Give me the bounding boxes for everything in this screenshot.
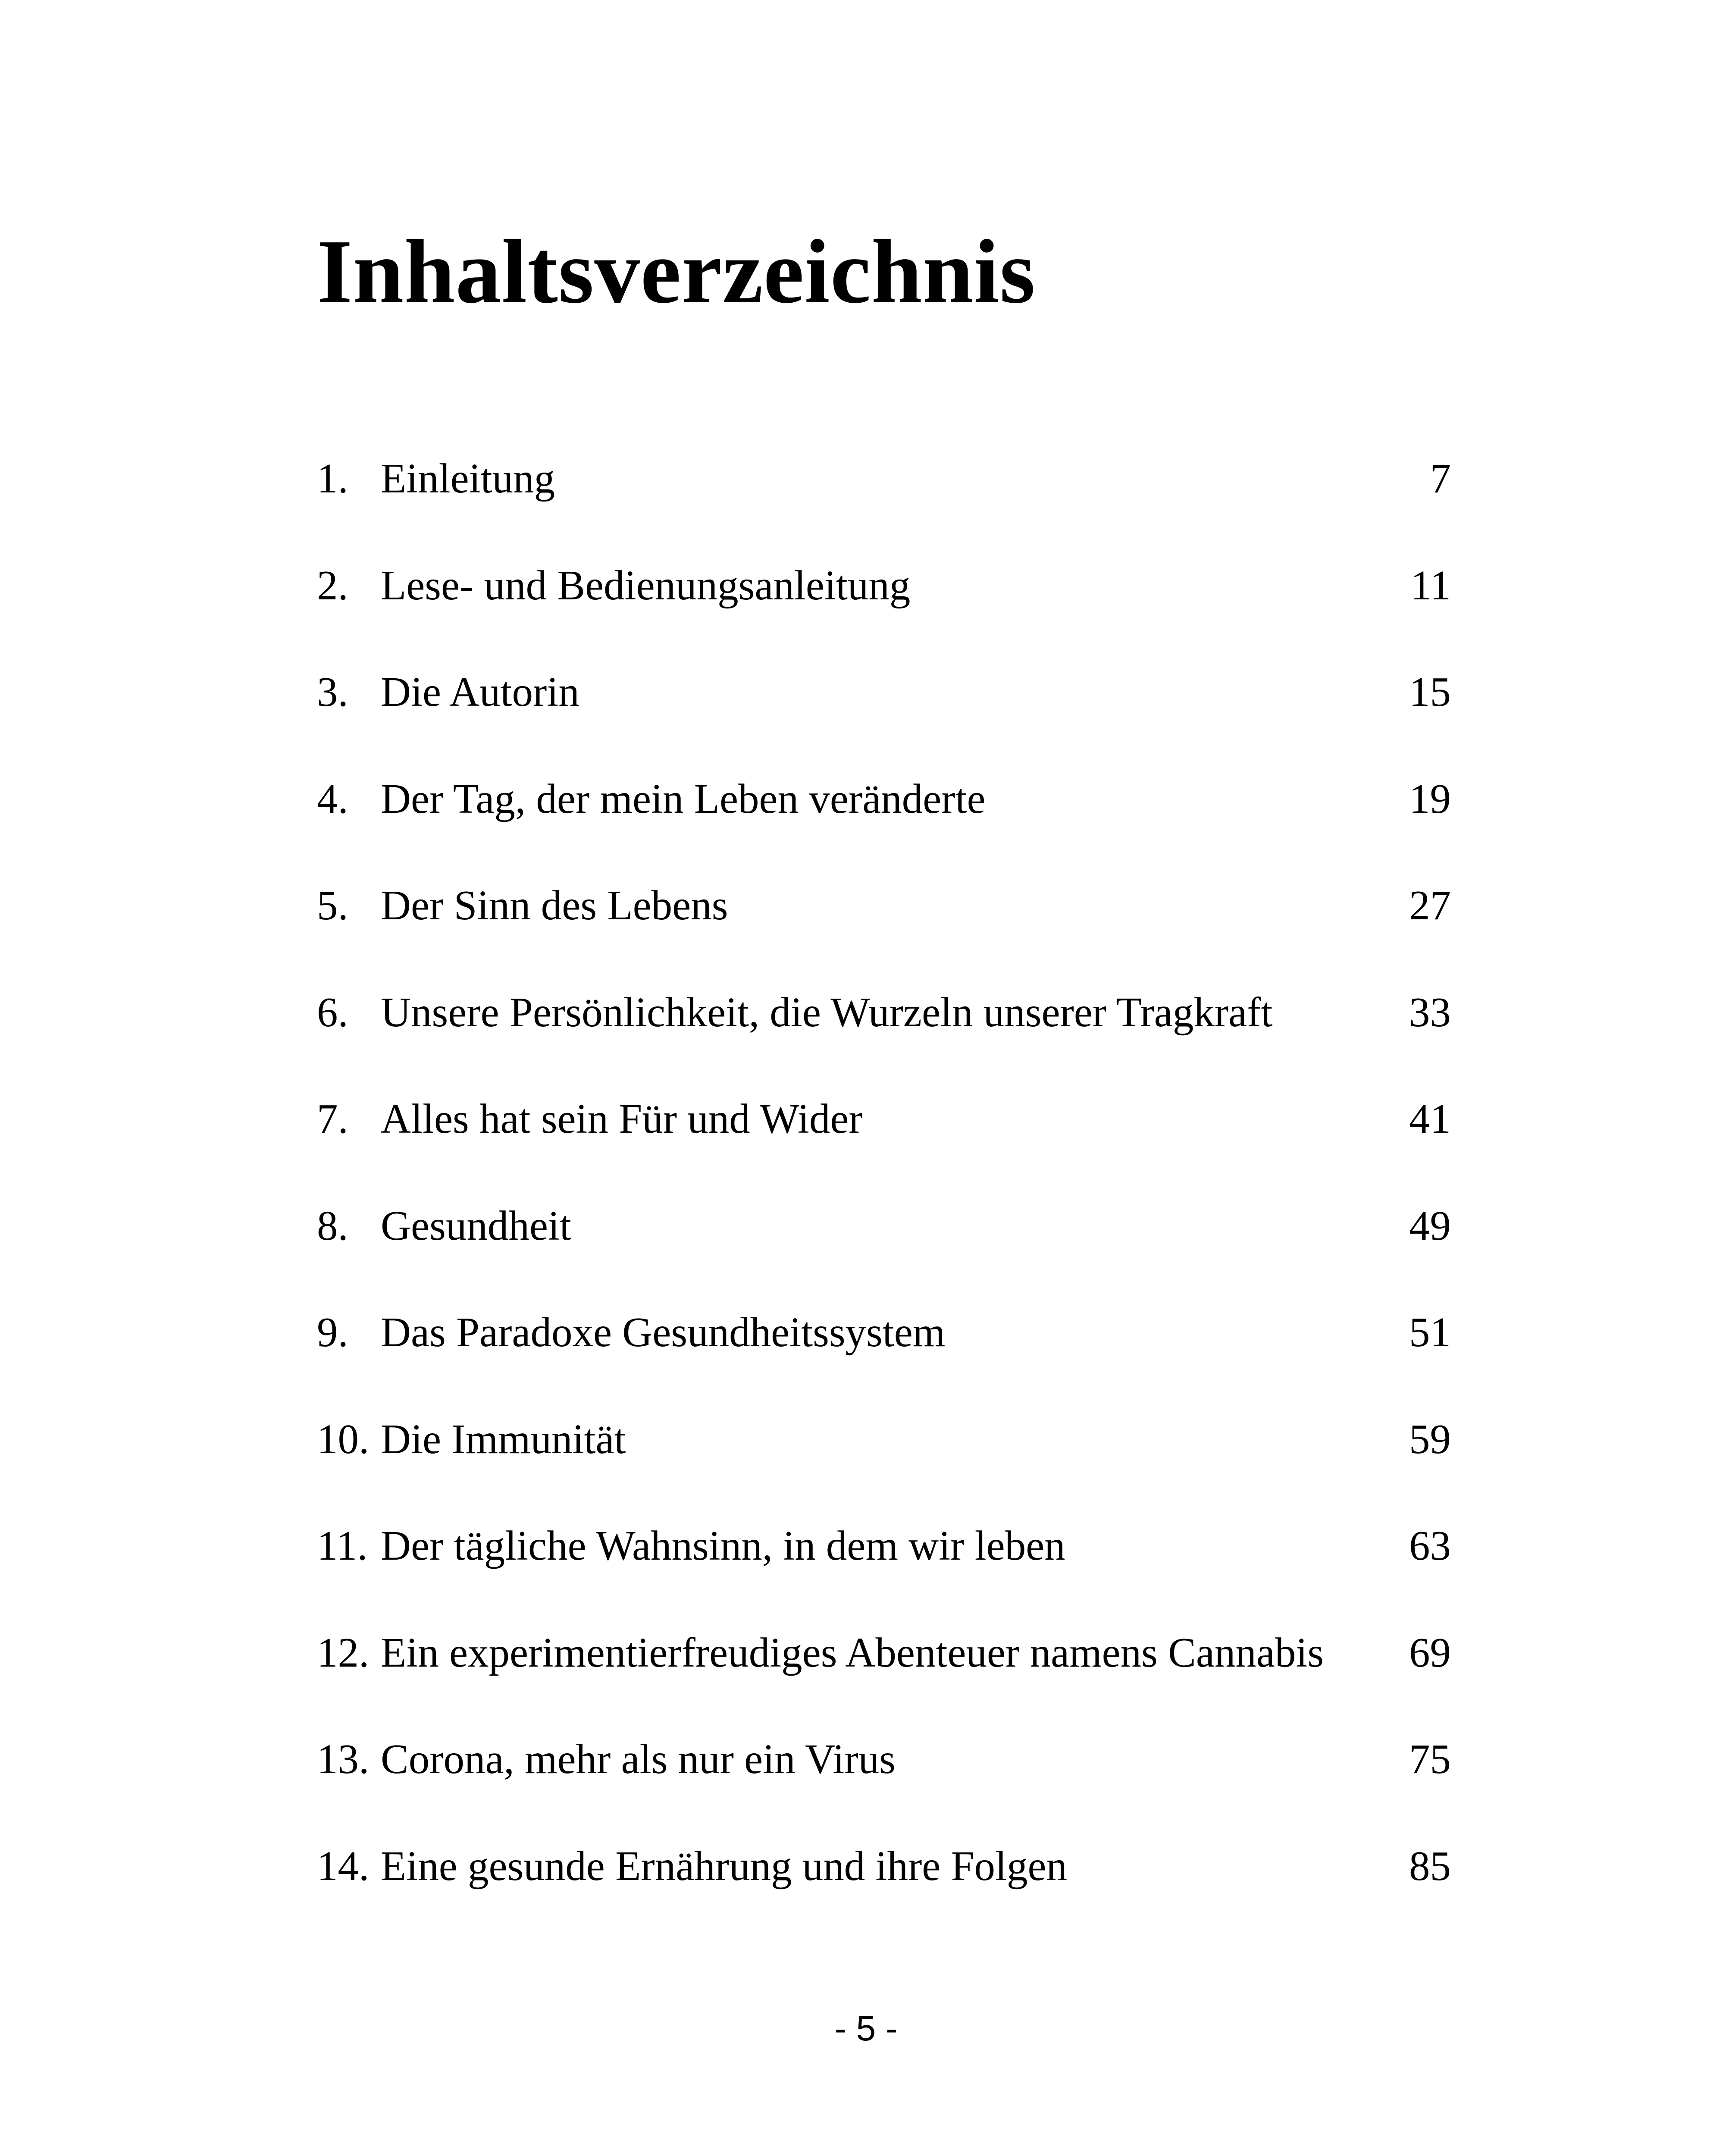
toc-entry-page: 27 (1409, 882, 1451, 928)
toc-entry-title: Der Sinn des Lebens (381, 882, 728, 928)
toc-entry-number: 13. (317, 1736, 370, 1782)
toc-entry-title: Unsere Persönlichkeit, die Wurzeln unserer Tragkraft (381, 989, 1273, 1035)
toc-entry-number: 9. (317, 1309, 348, 1355)
toc-entry-number: 5. (317, 882, 348, 928)
toc-entry (317, 1733, 1451, 1840)
toc-entry-title: Alles hat sein Für und Wider (381, 1096, 863, 1142)
toc-entry-number: 3. (317, 669, 348, 715)
toc-entry (317, 987, 1451, 1094)
toc-entry (317, 773, 1451, 880)
toc-entry-title: Ein experimentierfreudiges Abenteuer namens Cannabis (381, 1629, 1324, 1676)
toc-entry-title: Lese- und Bedienungsanleitung (381, 562, 911, 608)
toc-entry-page: 19 (1409, 775, 1451, 822)
toc-entry-page: 51 (1409, 1309, 1451, 1355)
toc-entry-number: 4. (317, 775, 348, 822)
toc-entry-page: 85 (1409, 1843, 1451, 1889)
toc-entry-number: 10. (317, 1416, 370, 1462)
toc-entry-number: 6. (317, 989, 348, 1035)
toc-entry-page: 63 (1409, 1523, 1451, 1569)
toc-entry-title: Die Immunität (381, 1416, 626, 1462)
toc-entry-page: 15 (1409, 669, 1451, 715)
toc-entry-page: 7 (1430, 455, 1451, 501)
toc-entry-number: 14. (317, 1843, 370, 1889)
toc-entry (317, 1093, 1451, 1200)
toc-entry (317, 1200, 1451, 1307)
toc-entry-title: Die Autorin (381, 669, 579, 715)
page-title: Inhaltsverzeichnis (317, 221, 1036, 322)
toc-entry (317, 1520, 1451, 1627)
toc-entry (317, 1627, 1451, 1734)
toc-entry-page: 75 (1409, 1736, 1451, 1782)
toc-entry (317, 666, 1451, 773)
toc-entry (317, 1840, 1451, 1947)
toc-entry-page: 49 (1409, 1202, 1451, 1249)
toc-entry-title: Corona, mehr als nur ein Virus (381, 1736, 896, 1782)
toc-entry (317, 453, 1451, 560)
toc-entry-title: Der tägliche Wahnsinn, in dem wir leben (381, 1523, 1065, 1569)
toc-entry-page: 11 (1410, 562, 1451, 608)
toc-entry-title: Gesundheit (381, 1202, 571, 1249)
toc-entry (317, 560, 1451, 667)
toc-entry (317, 880, 1451, 987)
toc-entry (317, 1413, 1451, 1520)
page-number: - 5 - (834, 2009, 898, 2048)
toc-entry-number: 12. (317, 1629, 370, 1676)
toc-entry-title: Der Tag, der mein Leben veränderte (381, 775, 986, 822)
table-of-contents (317, 453, 1451, 1947)
toc-entry-title: Das Paradoxe Gesundheitssystem (381, 1309, 946, 1355)
toc-entry-title: Einleitung (381, 455, 555, 501)
toc-entry-page: 41 (1409, 1096, 1451, 1142)
toc-entry-title: Eine gesunde Ernährung und ihre Folgen (381, 1843, 1068, 1889)
toc-entry-page: 33 (1409, 989, 1451, 1035)
toc-entry-number: 8. (317, 1202, 348, 1249)
toc-entry-number: 2. (317, 562, 348, 608)
toc-entry (317, 1307, 1451, 1413)
toc-entry-number: 7. (317, 1096, 348, 1142)
toc-entry-number: 11. (317, 1523, 368, 1569)
toc-entry-page: 59 (1409, 1416, 1451, 1462)
toc-entry-page: 69 (1409, 1629, 1451, 1676)
toc-entry-number: 1. (317, 455, 348, 501)
